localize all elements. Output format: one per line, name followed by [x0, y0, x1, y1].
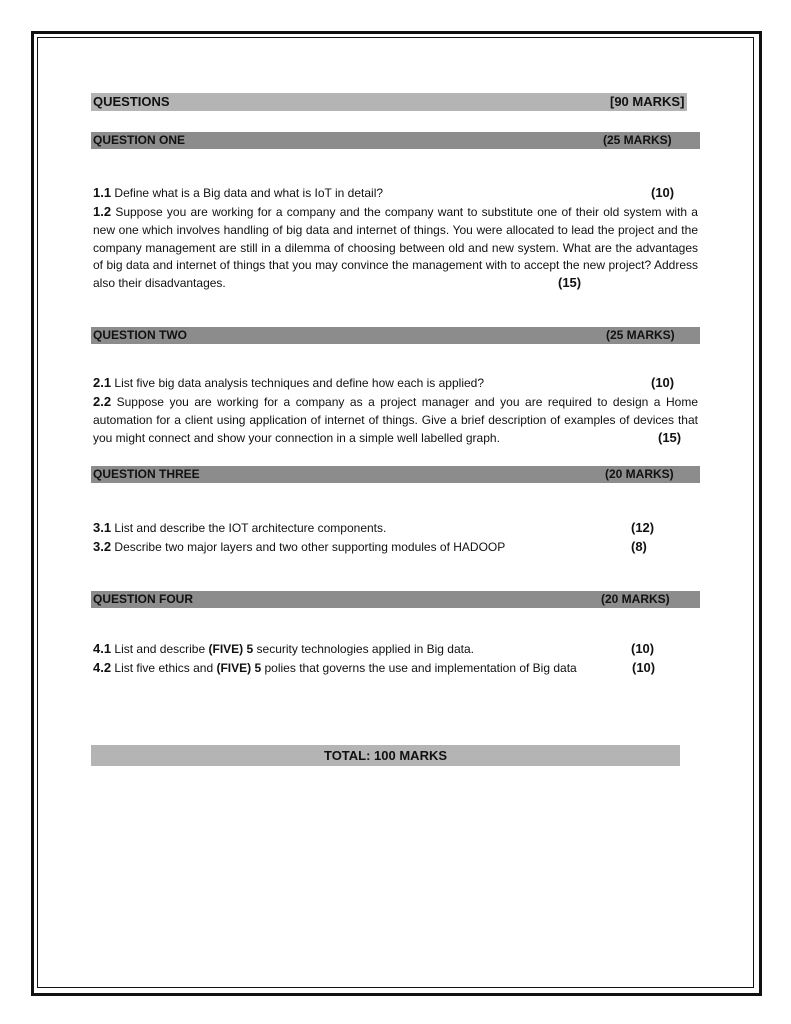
- page-border-inner: [37, 37, 754, 988]
- question-number: 4.2: [93, 660, 112, 675]
- section-title: QUESTION TWO: [93, 328, 187, 342]
- question-number: 4.1: [93, 641, 112, 656]
- question-text: List and describe the IOT architecture components.: [114, 521, 387, 535]
- section-title: QUESTION FOUR: [93, 592, 194, 606]
- question-text: polies that governs the use and implementation of Big data: [264, 661, 577, 675]
- question-4-2: [93, 659, 698, 678]
- section-marks: (20 MARKS): [605, 467, 674, 481]
- question-3-2: [93, 538, 698, 557]
- question-number: 1.1: [93, 185, 112, 200]
- question-text: Suppose you are working for a company and the company want to substitute one of their old system with a new one which involves handling of big data and internet of things. You were allocated to lead the project and the company management are still in a dilemma of choosing between old and new system. What are the advantages of big data and internet of things that you may convince the management with to accept the new project? Address also their disadvantages.: [93, 205, 698, 291]
- section-header-q2: [91, 327, 700, 344]
- question-number: 2.2: [93, 394, 112, 409]
- question-text: Describe two major layers and two other supporting modules of HADOOP: [114, 540, 506, 554]
- questions-header-title: QUESTIONS: [93, 94, 170, 109]
- section-marks: (25 MARKS): [603, 133, 672, 147]
- question-3-2-marks: (8): [631, 539, 647, 554]
- question-1-2: [93, 203, 698, 293]
- section-header-q4: [91, 591, 700, 608]
- question-text: Suppose you are working for a company as a project manager and you are required to design a Home automation for a client using application of internet of things. Give a brief description of examples of devices that you might connect and show your connection in a simple well labelled graph.: [93, 395, 698, 445]
- question-text: List five ethics and: [114, 661, 214, 675]
- section-header-q3: [91, 466, 700, 483]
- question-text: List five big data analysis techniques and define how each is applied?: [114, 376, 485, 390]
- question-2-1: [93, 374, 698, 393]
- section-title: QUESTION ONE: [93, 133, 186, 147]
- question-number: 2.1: [93, 375, 112, 390]
- questions-header-marks: [90 MARKS]: [610, 94, 685, 109]
- question-1-1-marks: (10): [651, 185, 675, 200]
- question-3-1: [93, 519, 698, 538]
- question-number: 3.1: [93, 520, 112, 535]
- total-marks: TOTAL: 100 MARKS: [91, 745, 680, 766]
- question-4-1: [93, 640, 698, 659]
- question-2-1-marks: (10): [651, 375, 675, 390]
- question-1-2-marks: (15): [558, 275, 582, 290]
- question-2-2: [93, 393, 698, 447]
- question-text: List and describe: [114, 642, 206, 656]
- question-text: security technologies applied in Big data.: [256, 642, 474, 656]
- question-2-2-marks: (15): [658, 430, 682, 445]
- question-emphasis: (FIVE) 5: [208, 642, 254, 656]
- question-4-1-marks: (10): [631, 641, 655, 656]
- question-4-2-marks: (10): [632, 660, 656, 675]
- section-header-q1: [91, 132, 700, 149]
- question-number: 3.2: [93, 539, 112, 554]
- question-3-1-marks: (12): [631, 520, 655, 535]
- section-marks: (25 MARKS): [606, 328, 675, 342]
- question-emphasis: (FIVE) 5: [216, 661, 262, 675]
- question-1-1: [93, 184, 698, 203]
- question-number: 1.2: [93, 204, 112, 219]
- question-text: Define what is a Big data and what is IoT in detail?: [114, 186, 384, 200]
- section-marks: (20 MARKS): [601, 592, 670, 606]
- section-title: QUESTION THREE: [93, 467, 200, 481]
- questions-header: [91, 93, 687, 111]
